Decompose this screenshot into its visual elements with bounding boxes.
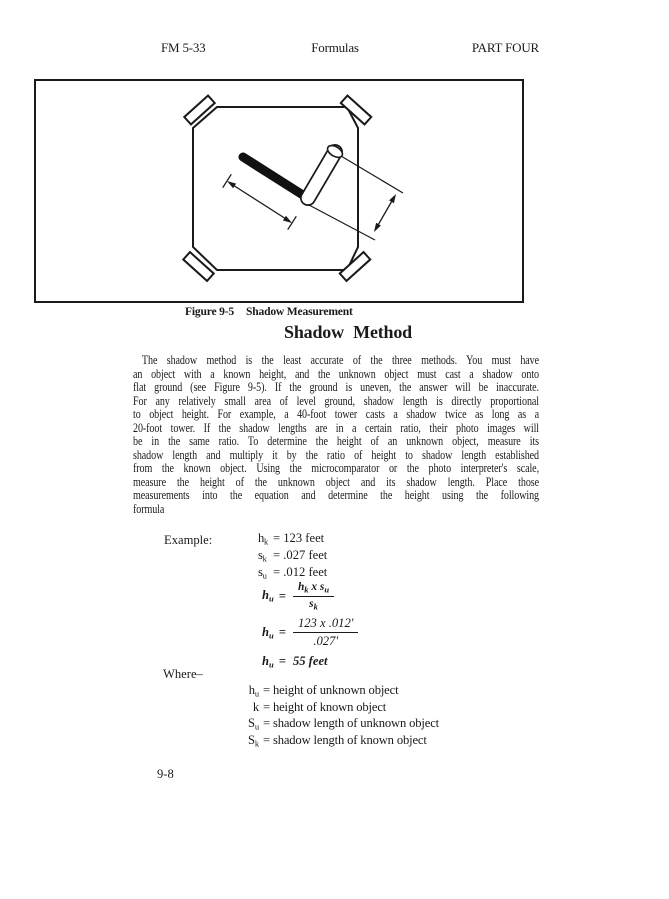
- figure-caption-label: Figure 9-5: [185, 305, 234, 318]
- photo-border-square: [193, 107, 358, 270]
- example-row: [258, 566, 327, 583]
- shadow-measurement-diagram: [36, 81, 522, 301]
- variable-base: h: [258, 531, 264, 545]
- paragraph-line: measurements into the equation and determine the height using the following: [133, 488, 539, 503]
- variable-subscript: u: [254, 721, 259, 732]
- figure-frame: [34, 79, 524, 303]
- variable-base: s: [258, 564, 263, 579]
- figure-caption: [185, 305, 353, 318]
- shadow-shape: [243, 157, 306, 197]
- variable-subscript: k: [264, 536, 268, 547]
- denominator: .027': [313, 634, 339, 648]
- corner-fiducial-marks: [183, 96, 371, 281]
- paragraph-line: shadow length and multiply it by the ratio of height to shadow length established: [133, 447, 539, 462]
- variable-base: s: [258, 547, 263, 562]
- where-row: [242, 734, 439, 751]
- where-label: Where–: [163, 667, 203, 681]
- multiply-operator: x: [308, 581, 320, 593]
- header-title: Formulas: [311, 40, 359, 55]
- body-paragraph: [133, 354, 539, 517]
- formula-lhs-subscript: u: [269, 630, 274, 641]
- numerator-subscript: u: [324, 584, 330, 595]
- variable-subscript: k: [254, 738, 259, 749]
- where-row: [242, 717, 439, 734]
- paragraph-line: an object with a known height, and the unknown object must cast a shadow onto: [133, 366, 539, 381]
- variable-base: h: [248, 683, 255, 697]
- paragraph-line: formula: [133, 502, 165, 517]
- paragraph-line: be in the same ratio. To determine the height of an unknown object, measure its: [133, 434, 539, 449]
- variable-subscript: u: [254, 688, 259, 699]
- example-row: [258, 532, 327, 549]
- equals-sign: =: [278, 625, 286, 639]
- equals-sign: =: [278, 588, 286, 603]
- denominator-term: s: [309, 597, 314, 610]
- fraction: [293, 616, 359, 649]
- paragraph-line: measure the height of the unknown object and its shadow length. Place those: [133, 474, 539, 489]
- paragraph-line: The shadow method is the least accurate of the three methods. You must have: [141, 353, 539, 367]
- numerator-subscript: k: [304, 584, 309, 595]
- section-title: Shadow Method: [284, 322, 412, 342]
- header-doc-number: FM 5-33: [161, 40, 206, 55]
- paragraph-line: 20-foot tower. If the shadow lengths are in a certain ratio, their photo images will: [133, 420, 539, 435]
- formula-lhs-subscript: u: [269, 593, 274, 604]
- where-definitions: [242, 684, 439, 751]
- paragraph-line: flat ground (see Figure 9-5). If the ground is uneven, the answer will be inaccurate.: [133, 380, 539, 395]
- numerator: 123 x .012': [293, 616, 359, 633]
- paragraph-line: to object height. For example, a 40-foot tower casts a shadow twice as long as a: [133, 407, 539, 422]
- page-number: 9-8: [157, 767, 174, 781]
- variable-subscript: u: [262, 570, 267, 581]
- equals-sign: =: [278, 654, 286, 669]
- definition-text: = height of known object: [263, 699, 387, 714]
- definition-text: = shadow length of unknown object: [263, 716, 439, 731]
- paragraph-line: For any relatively small area of level ground, shadow length is directly proportional: [133, 393, 539, 408]
- example-value: = .012 feet: [273, 564, 328, 579]
- formula-result: [262, 654, 358, 670]
- variable-subscript: k: [262, 553, 267, 564]
- example-label: Example:: [164, 533, 213, 547]
- figure-caption-title: Shadow Measurement: [245, 305, 353, 318]
- formula-substituted: [262, 616, 358, 649]
- header-part: PART FOUR: [471, 40, 539, 55]
- definition-text: = height of unknown object: [263, 683, 399, 697]
- formula-lhs-subscript: u: [269, 659, 274, 670]
- variable-base: S: [248, 733, 255, 748]
- example-values: [258, 532, 327, 582]
- numerator-term: s: [319, 581, 325, 593]
- formula-lhs: h: [262, 624, 270, 639]
- formula-block: [262, 581, 358, 675]
- variable-base: S: [248, 716, 255, 731]
- definition-text: = shadow length of known object: [263, 733, 427, 748]
- example-row: [258, 549, 327, 566]
- paragraph-line: from the known object. Using the microcomparator or the photo interpreter's scale,: [133, 461, 539, 476]
- formula-general: [262, 581, 358, 611]
- denominator-subscript: k: [313, 601, 318, 611]
- where-row: [242, 684, 439, 701]
- tower-cylinder: [308, 143, 345, 198]
- where-row: [242, 701, 439, 718]
- variable-base: k: [252, 699, 259, 714]
- example-value: = 123 feet: [273, 531, 325, 545]
- fraction: [293, 581, 334, 611]
- formula-result-value: 55 feet: [292, 654, 328, 669]
- formula-lhs: h: [262, 588, 270, 603]
- example-value: = .027 feet: [273, 547, 328, 562]
- formula-lhs: h: [262, 654, 270, 668]
- numerator-term: h: [297, 581, 305, 593]
